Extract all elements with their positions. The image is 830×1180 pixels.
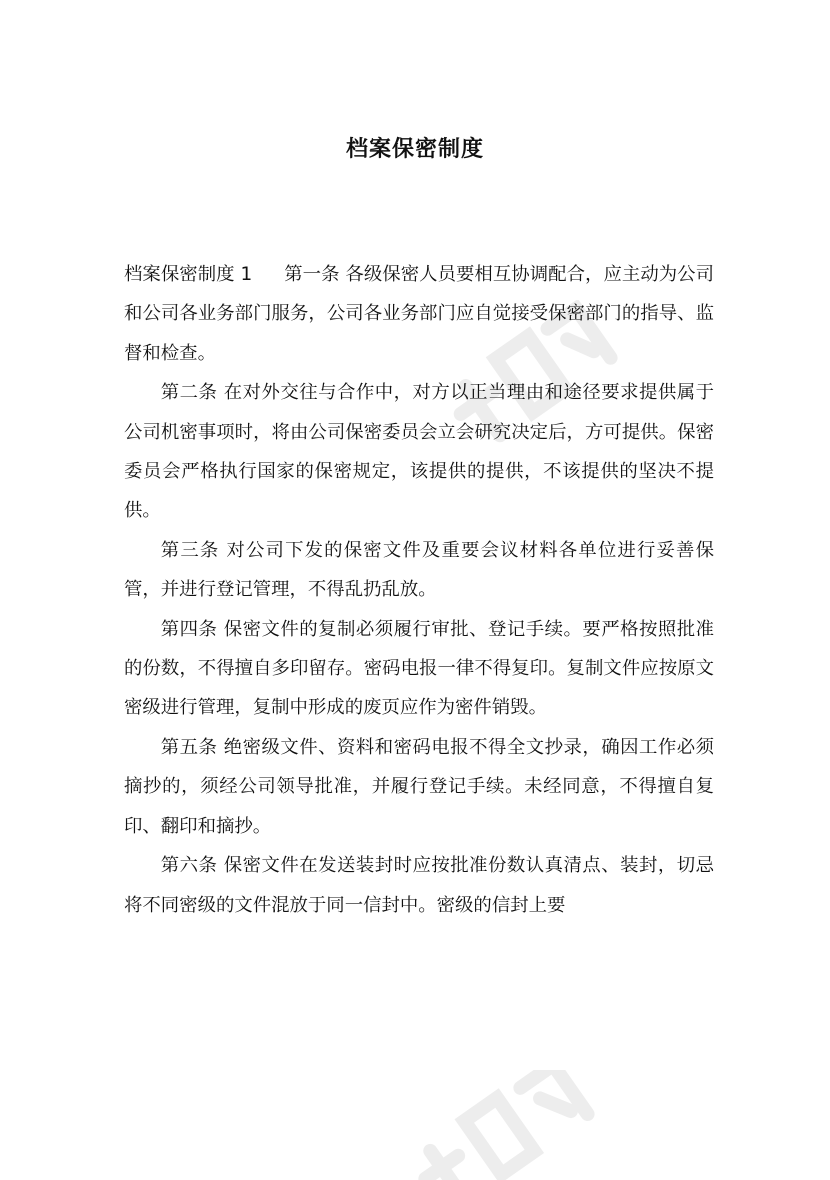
article-5-paragraph: 第五条 绝密级文件、资料和密码电报不得全文抄录，确因工作必须摘抄的，须经公司领导批准，并履行登记手续。未经同意，不得擅自复印、翻印和摘抄。 bbox=[124, 736, 714, 837]
document-title: 档案保密制度 bbox=[345, 136, 484, 162]
article-2-paragraph: 第二条 在对外交往与合作中，对方以正当理由和途径要求提供属于公司机密事项时，将由公司保密委员会立会研究决定后，方可提供。保密委员会严格执行国家的保密规定，该提供的提供，不该提供的坚决不提供。 bbox=[124, 382, 714, 522]
document-body bbox=[124, 255, 714, 925]
article-6-paragraph: 第六条 保密文件在发送装封时应按批准份数认真清点、装封，切忌将不同密级的文件混放于同一信封中。密级的信封上要 bbox=[124, 855, 714, 916]
article-3-paragraph: 第三条 对公司下发的保密文件及重要会议材料各单位进行妥善保管，并进行登记管理，不得乱扔乱放。 bbox=[124, 539, 714, 601]
watermark-mark-lower bbox=[390, 1070, 600, 1180]
article-4-paragraph: 第四条 保密文件的复制必须履行审批、登记手续。要严格按照批准的份数，不得擅自多印留存。密码电报一律不得复印。复制文件应按原文密级进行管理，复制中形成的废页应作为密件销毁。 bbox=[124, 618, 714, 719]
lead-prefix: 档案保密制度 1 bbox=[124, 264, 253, 285]
lead-text: 第一条 各级保密人员要相互协调配合，应主动为公司和公司各业务部门服务，公司各业务部门应自觉接受保密部门的指导、监督和检查。 bbox=[124, 264, 714, 364]
lead-paragraph bbox=[124, 255, 714, 373]
